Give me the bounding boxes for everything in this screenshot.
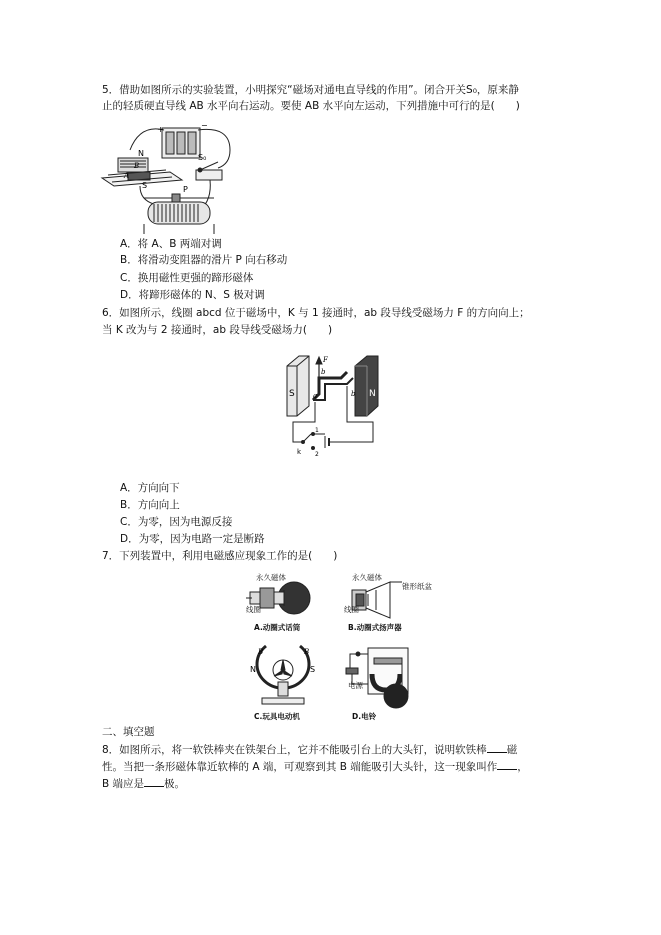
q6-fig-1: 1 [315,427,319,434]
q6-fig-s: S [289,389,295,399]
q6-fig-b2: b [351,390,356,398]
q8-line2 [102,759,528,774]
q6-option-c: C．为零，因为电源反接 [120,516,233,528]
q7-b-label-coil: 线圈 [344,605,359,614]
q7-a-label-magnet: 永久磁体 [256,573,286,582]
q7-c-n: N [250,665,256,674]
q5-stem-line2: 止的轻质硬直导线 AB 水平向右运动。要使 AB 水平向左运动，下列措施中可行的是( ) [102,100,520,112]
q5-fig-minus: − [201,121,208,130]
q6-option-b: B．方向向上 [120,499,180,511]
q7-c-s: S [310,665,316,674]
q5-option-d: D．将蹄形磁体的 N、S 极对调 [120,289,265,301]
q7-d-label-power: 电源 [348,681,363,690]
q5-option-a: A．将 A、B 两端对调 [120,238,222,250]
q5-fig-plus: + [157,125,164,134]
q7-a-label-coil: 线圈 [246,605,261,614]
q8-line1-text: 8．如图所示，将一软铁棒夹在铁架台上，它并不能吸引台上的大头钉，说明软铁棒 [102,744,487,756]
q7-c-b2: B [304,648,310,656]
q6-option-d: D．为零，因为电路一定是断路 [120,533,265,545]
q7-figure-c-motor [248,640,318,708]
section-fill-in-title: 二、填空题 [102,726,155,738]
q6-fig-a: a [313,392,318,400]
q8-line3-text: B 端应是 [102,778,145,790]
q7-d-caption: D.电铃 [352,712,377,721]
q5-option-b: B．将滑动变阻器的滑片 P 向右移动 [120,254,288,266]
q8-line2-text: 性。当把一条形磁体靠近软棒的 A 端，可观察到其 B 端能吸引大头针，这一现象叫作 [102,761,498,773]
q6-fig-b: b [321,368,326,376]
q7-a-caption: A.动圈式话筒 [254,623,301,632]
q8-blank-3[interactable] [144,776,164,787]
q5-stem-line1: 5．借助如图所示的实验装置，小明探究“磁场对通电直导线的作用”。闭合开关S₀，原来静 [102,84,519,96]
q8-blank-2[interactable] [497,759,517,770]
q6-fig-k: k [297,448,302,456]
q8-line3-end: 极。 [164,778,186,790]
q7-figure-b-speaker [346,580,410,622]
q7-c-b1: B [258,648,264,656]
q5-fig-b: B [134,162,140,170]
q7-figure-d-bell [342,644,414,710]
q6-stem-line1: 6．如图所示，线圈 abcd 位于磁场中，K 与 1 接通时，ab 段导线受磁场力 F 的方向向上； [102,307,530,319]
q7-c-caption: C.玩具电动机 [254,712,300,721]
q8-blank-1[interactable] [487,742,507,753]
q6-fig-f: F [323,356,328,364]
q6-figure [285,350,380,462]
q5-fig-s: S [142,181,148,190]
q5-figure [100,120,242,240]
q6-option-a: A．方向向下 [120,482,180,494]
q5-fig-s0: S₀ [198,153,207,162]
q5-option-c: C．换用磁性更强的蹄形磁体 [120,272,254,284]
q8-line1-end: 磁 [506,744,518,756]
q8-line1 [102,742,517,757]
q7-b-label-magnet: 永久磁体 [352,573,382,582]
q7-b-caption: B.动圈式扬声器 [348,623,402,632]
q5-fig-p: P [183,185,188,194]
q8-line3 [102,776,185,791]
q6-fig-n: N [369,389,376,399]
q5-fig-a: A [124,172,130,180]
q8-line2-end: ， [517,761,528,773]
q7-stem: 7．下列装置中，利用电磁感应现象工作的是( ) [102,550,338,562]
q5-fig-n: N [138,149,144,158]
q6-stem-line2: 当 K 改为与 2 接通时，ab 段导线受磁场力( ) [102,324,333,336]
q6-fig-2: 2 [315,451,319,458]
q7-b-label-cone: 锥形纸盆 [402,582,432,591]
